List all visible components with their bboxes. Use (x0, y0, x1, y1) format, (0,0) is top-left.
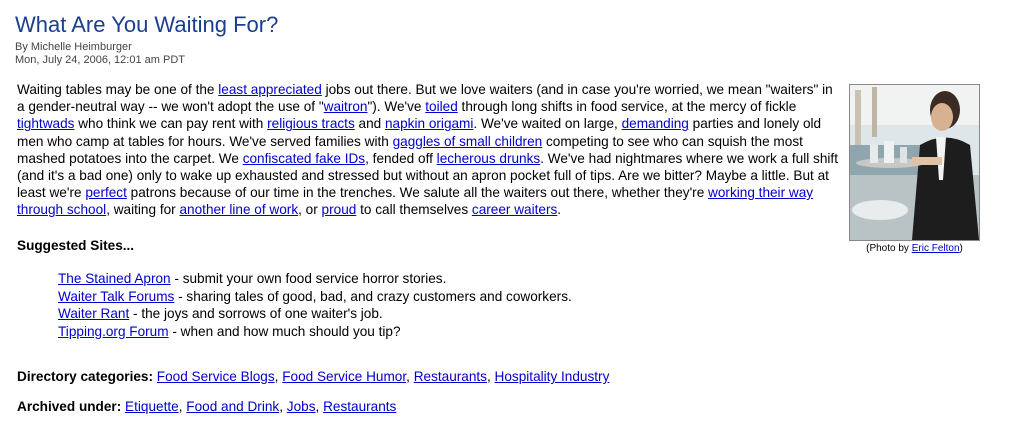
body-text: , waiting for (106, 202, 180, 218)
body-text: "). We've (367, 99, 426, 115)
body-text: parties and lonely old men who camp at tables for hours. We've served families with (17, 116, 822, 149)
body-text: through long shifts in food service, at the mercy of fickle (457, 99, 797, 115)
site-description: - submit your own food service horror stories. (170, 271, 447, 286)
link-toiled[interactable]: toiled (425, 99, 458, 115)
site-link-tipping-org-forum[interactable]: Tipping.org Forum (58, 323, 169, 339)
body-text: to call themselves (356, 202, 472, 218)
date-line: Mon, July 24, 2006, 12:01 am PDT (15, 54, 185, 66)
body-text: Waiting tables may be one of the (17, 82, 219, 97)
link-tightwads[interactable]: tightwads (17, 116, 75, 132)
site-description: - the joys and sorrows of one waiter's job. (129, 306, 383, 321)
body-text: . We've waited on large, (473, 116, 622, 132)
body-text: patrons because of our time in the trenches. We salute all the waiters out there, whether they're (126, 185, 709, 201)
directory-categories: Directory categories: Food Service Blogs, Food Service Humor, Restaurants, Hospitality Industry (17, 369, 610, 384)
body-text: competing to see who can squish the most mashed potatoes into the carpet. We (17, 133, 803, 166)
body-text: . We've had nightmares where we work a full shift (and it's a bad one) only to wake up exhausted and stressed but without an apron pocket full of tips. Are we bitter? Maybe a little. But at least we're (17, 150, 838, 201)
link-perfect[interactable]: perfect (85, 185, 127, 201)
category-link[interactable]: Hospitality Industry (494, 369, 610, 384)
site-description: - sharing tales of good, bad, and crazy customers and coworkers. (174, 288, 572, 304)
site-description: - when and how much should you tip? (168, 323, 401, 339)
link-least-appreciated[interactable]: least appreciated (218, 82, 322, 97)
link-another-line-of-work[interactable]: another line of work (179, 202, 299, 218)
link-proud[interactable]: proud (321, 202, 357, 218)
body-text: and (354, 116, 385, 132)
suggested-sites-list (58, 270, 572, 340)
link-lecherous-drunks[interactable]: lecherous drunks (436, 150, 541, 166)
caption-suffix: ) (959, 243, 963, 254)
waiter-photo-image (850, 85, 979, 240)
directory-label: Directory categories: (17, 369, 153, 384)
archived-label: Archived under: (17, 399, 122, 414)
photo-caption (849, 243, 980, 254)
link-working-their-way-through-school[interactable]: working their way through school (17, 185, 814, 218)
body-text: . (557, 202, 562, 218)
archive-link[interactable]: Etiquette (125, 399, 179, 414)
archive-link[interactable]: Jobs (286, 399, 316, 414)
list-item (58, 288, 572, 306)
link-gaggles-of-small-children[interactable]: gaggles of small children (392, 133, 543, 149)
archive-link[interactable]: Restaurants (323, 399, 397, 414)
body-text: who think we can pay rent with (74, 116, 268, 132)
body-text: , fended off (365, 150, 437, 166)
link-career-waiters[interactable]: career waiters (471, 202, 558, 218)
archived-under: Archived under: Etiquette, Food and Drink, Jobs, Restaurants (17, 399, 397, 414)
body-text: jobs out there. But we love waiters (and in case you're worried, we mean "waiters" in a gender-neutral way -- we won't adopt the use of " (17, 82, 833, 115)
list-item (58, 305, 572, 323)
caption-prefix: (Photo by (866, 243, 912, 254)
article-body (17, 81, 842, 219)
author-line: By Michelle Heimburger (15, 41, 132, 53)
byline (15, 41, 185, 67)
category-link[interactable]: Food Service Humor (282, 369, 407, 384)
link-confiscated-fake-ids[interactable]: confiscated fake IDs (242, 150, 366, 166)
photo-credit-link[interactable]: Eric Felton (911, 243, 960, 254)
list-item (58, 323, 572, 341)
link-napkin-origami[interactable]: napkin origami (385, 116, 474, 132)
site-link-waiter-talk-forums[interactable]: Waiter Talk Forums (58, 288, 175, 304)
article-title: What Are You Waiting For? (15, 12, 279, 37)
link-waitron[interactable]: waitron (323, 99, 368, 115)
category-link[interactable]: Food Service Blogs (156, 369, 275, 384)
link-religious-tracts[interactable]: religious tracts (267, 116, 355, 132)
link-demanding[interactable]: demanding (621, 116, 689, 132)
list-item (58, 270, 572, 288)
site-link-waiter-rant[interactable]: Waiter Rant (58, 306, 130, 321)
suggested-sites-heading: Suggested Sites... (17, 238, 135, 253)
body-text: , or (298, 202, 322, 218)
waiter-photo (849, 84, 980, 241)
category-link[interactable]: Restaurants (413, 369, 487, 384)
archive-link[interactable]: Food and Drink (186, 399, 280, 414)
site-link-stained-apron[interactable]: The Stained Apron (58, 271, 171, 286)
